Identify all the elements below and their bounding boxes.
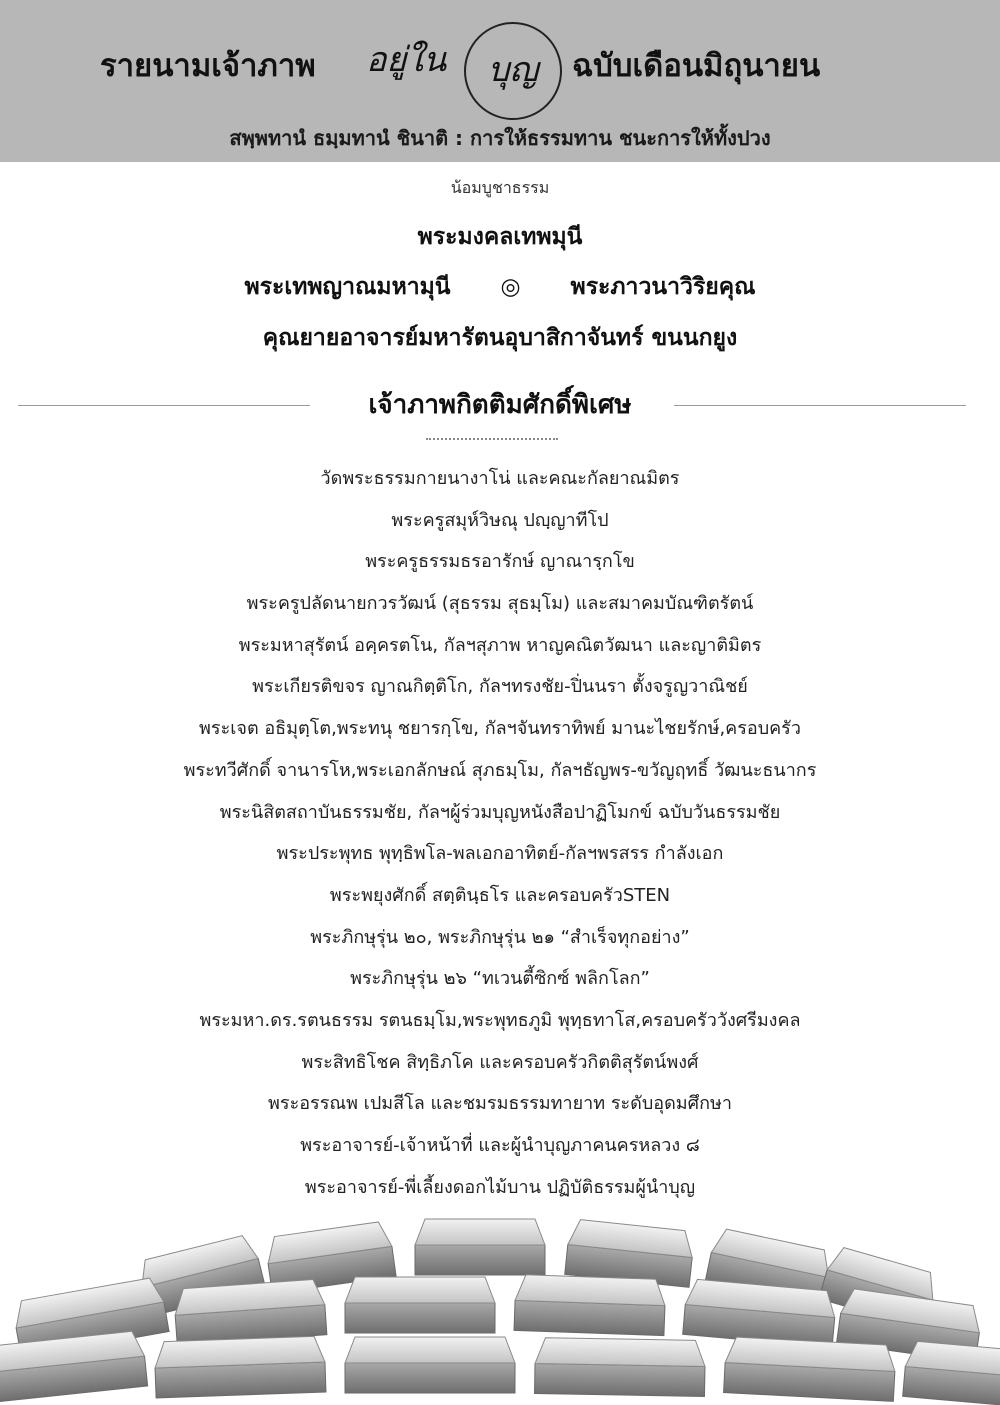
honoree-line-1: พระมงคลเทพมุนี [417,224,583,250]
logo-script-text: อยู่ใน [366,40,447,80]
silver-bar [173,1279,327,1345]
dotted-divider [426,438,558,440]
silver-bar [345,1337,515,1393]
bullseye-separator-icon: ◎ [500,274,521,300]
title-right: ฉบับเดือนมิถุนายน [572,48,821,84]
logo-mark: บุญ [487,50,539,90]
sponsor-line: พระพยุงศักดิ์ สตฺตินฺธโร และครอบครัวSTEN [329,884,671,906]
sponsor-line: พระมหา.ดร.รตนธรรม รตนธมฺโม,พระพุทธภูมิ พุทฺธทาโส,ครอบครัววังศรีมงคล [199,1009,801,1031]
sponsor-line: พระสิทธิโชค สิทฺธิภโค และครอบครัวกิตติสุรัตน์พงศ์ [301,1051,699,1073]
sponsor-line: พระครูสมุห์วิษณุ ปญฺญาทีโป [391,509,609,531]
silver-bar [514,1274,666,1335]
section-heading: เจ้าภาพกิตติมศักดิ์พิเศษ [368,390,632,420]
logo-circle-icon [464,22,562,120]
honoree-left: พระเทพญาณมหามุนี [244,274,451,300]
honoree-line-2 [0,269,1000,305]
sponsor-line: พระภิกษุรุ่น ๒๐, พระภิกษุรุ่น ๒๑ “สำเร็จทุกอย่าง” [310,926,690,948]
header-band [0,0,1000,162]
sponsor-line: พระเกียรติขจร ญาณกิตฺติโก, กัลฯทรงชัย-ปิ่นนรา ตั้งจรูญวาณิชย์ [252,676,748,698]
silver-bar [154,1336,326,1398]
sponsor-line: พระมหาสุรัตน์ อคฺครตโน, กัลฯสุภาพ หาญคณิตวัฒนา และญาติมิตร [238,634,762,656]
sponsor-line: พระทวีศักดิ์ จานารโห,พระเอกลักษณ์ สุภธมฺโม, กัลฯธัญพร-ขวัญฤทธิ์ วัฒนะธนากร [183,759,817,781]
heading-rule-right [674,405,966,406]
title-left: รายนามเจ้าภาพ [100,48,316,84]
header-subtitle: สพฺพทานํ ธมฺมทานํ ชินาติ : การให้ธรรมทาน ชนะการให้ทั้งปวง [229,126,771,150]
sponsor-line: พระครูธรรมธรอารักษ์ ญาณารฺกโข [365,551,635,573]
silver-bar [415,1219,545,1275]
sponsor-line: พระภิกษุรุ่น ๒๖ “ทเวนตี้ซิกซ์ พลิกโลก” [350,968,650,990]
sponsor-list [0,464,1000,1214]
honoree-line-3: คุณยายอาจารย์มหารัตนอุบาสิกาจันทร์ ขนนกยูง [262,325,738,351]
honoree-right: พระภาวนาวิริยคุณ [570,274,756,300]
tribute-line: น้อมบูชาธรรม [450,178,550,197]
sponsor-line: พระครูปลัดนายกวรวัฒน์ (สุธรรม สุธมฺโม) และสมาคมบัณฑิตรัตน์ [246,593,754,615]
header-title [0,22,1000,102]
silver-bar [903,1341,1000,1405]
sponsor-line: พระเจต อธิมุตฺโต,พระทนุ ชยารกฺโข, กัลฯจันทราทิพย์ มานะไชยรักษ์,ครอบครัว [199,718,801,740]
sponsor-line: พระอาจารย์-เจ้าหน้าที่ และผู้นำบุญภาคนครหลวง ๘ [300,1135,700,1156]
silver-bar [724,1337,897,1402]
sponsor-line: พระนิสิตสถาบันธรรมชัย, กัลฯผู้ร่วมบุญหนังสือปาฏิโมกข์ ฉบับวันธรรมชัย [219,801,781,823]
sponsor-line: พระอรรณพ เปมสีโล และชมรมธรรมทายาท ระดับอุดมศึกษา [268,1093,732,1115]
silver-bar [534,1338,705,1397]
silver-bars-image [0,1215,1000,1405]
sponsor-line: พระอาจารย์-พี่เลี้ยงดอกไม้บาน ปฏิบัติธรรมผู้นำบุญ [304,1176,696,1198]
sponsor-line: พระประพุทธ พุทฺธิพโล-พลเอกอาทิตย์-กัลฯพรสรร กำลังเอก [276,843,724,865]
silver-bar [345,1277,495,1333]
sponsor-line: วัดพระธรรมกายนางาโน่ และคณะกัลยาณมิตร [320,468,680,489]
